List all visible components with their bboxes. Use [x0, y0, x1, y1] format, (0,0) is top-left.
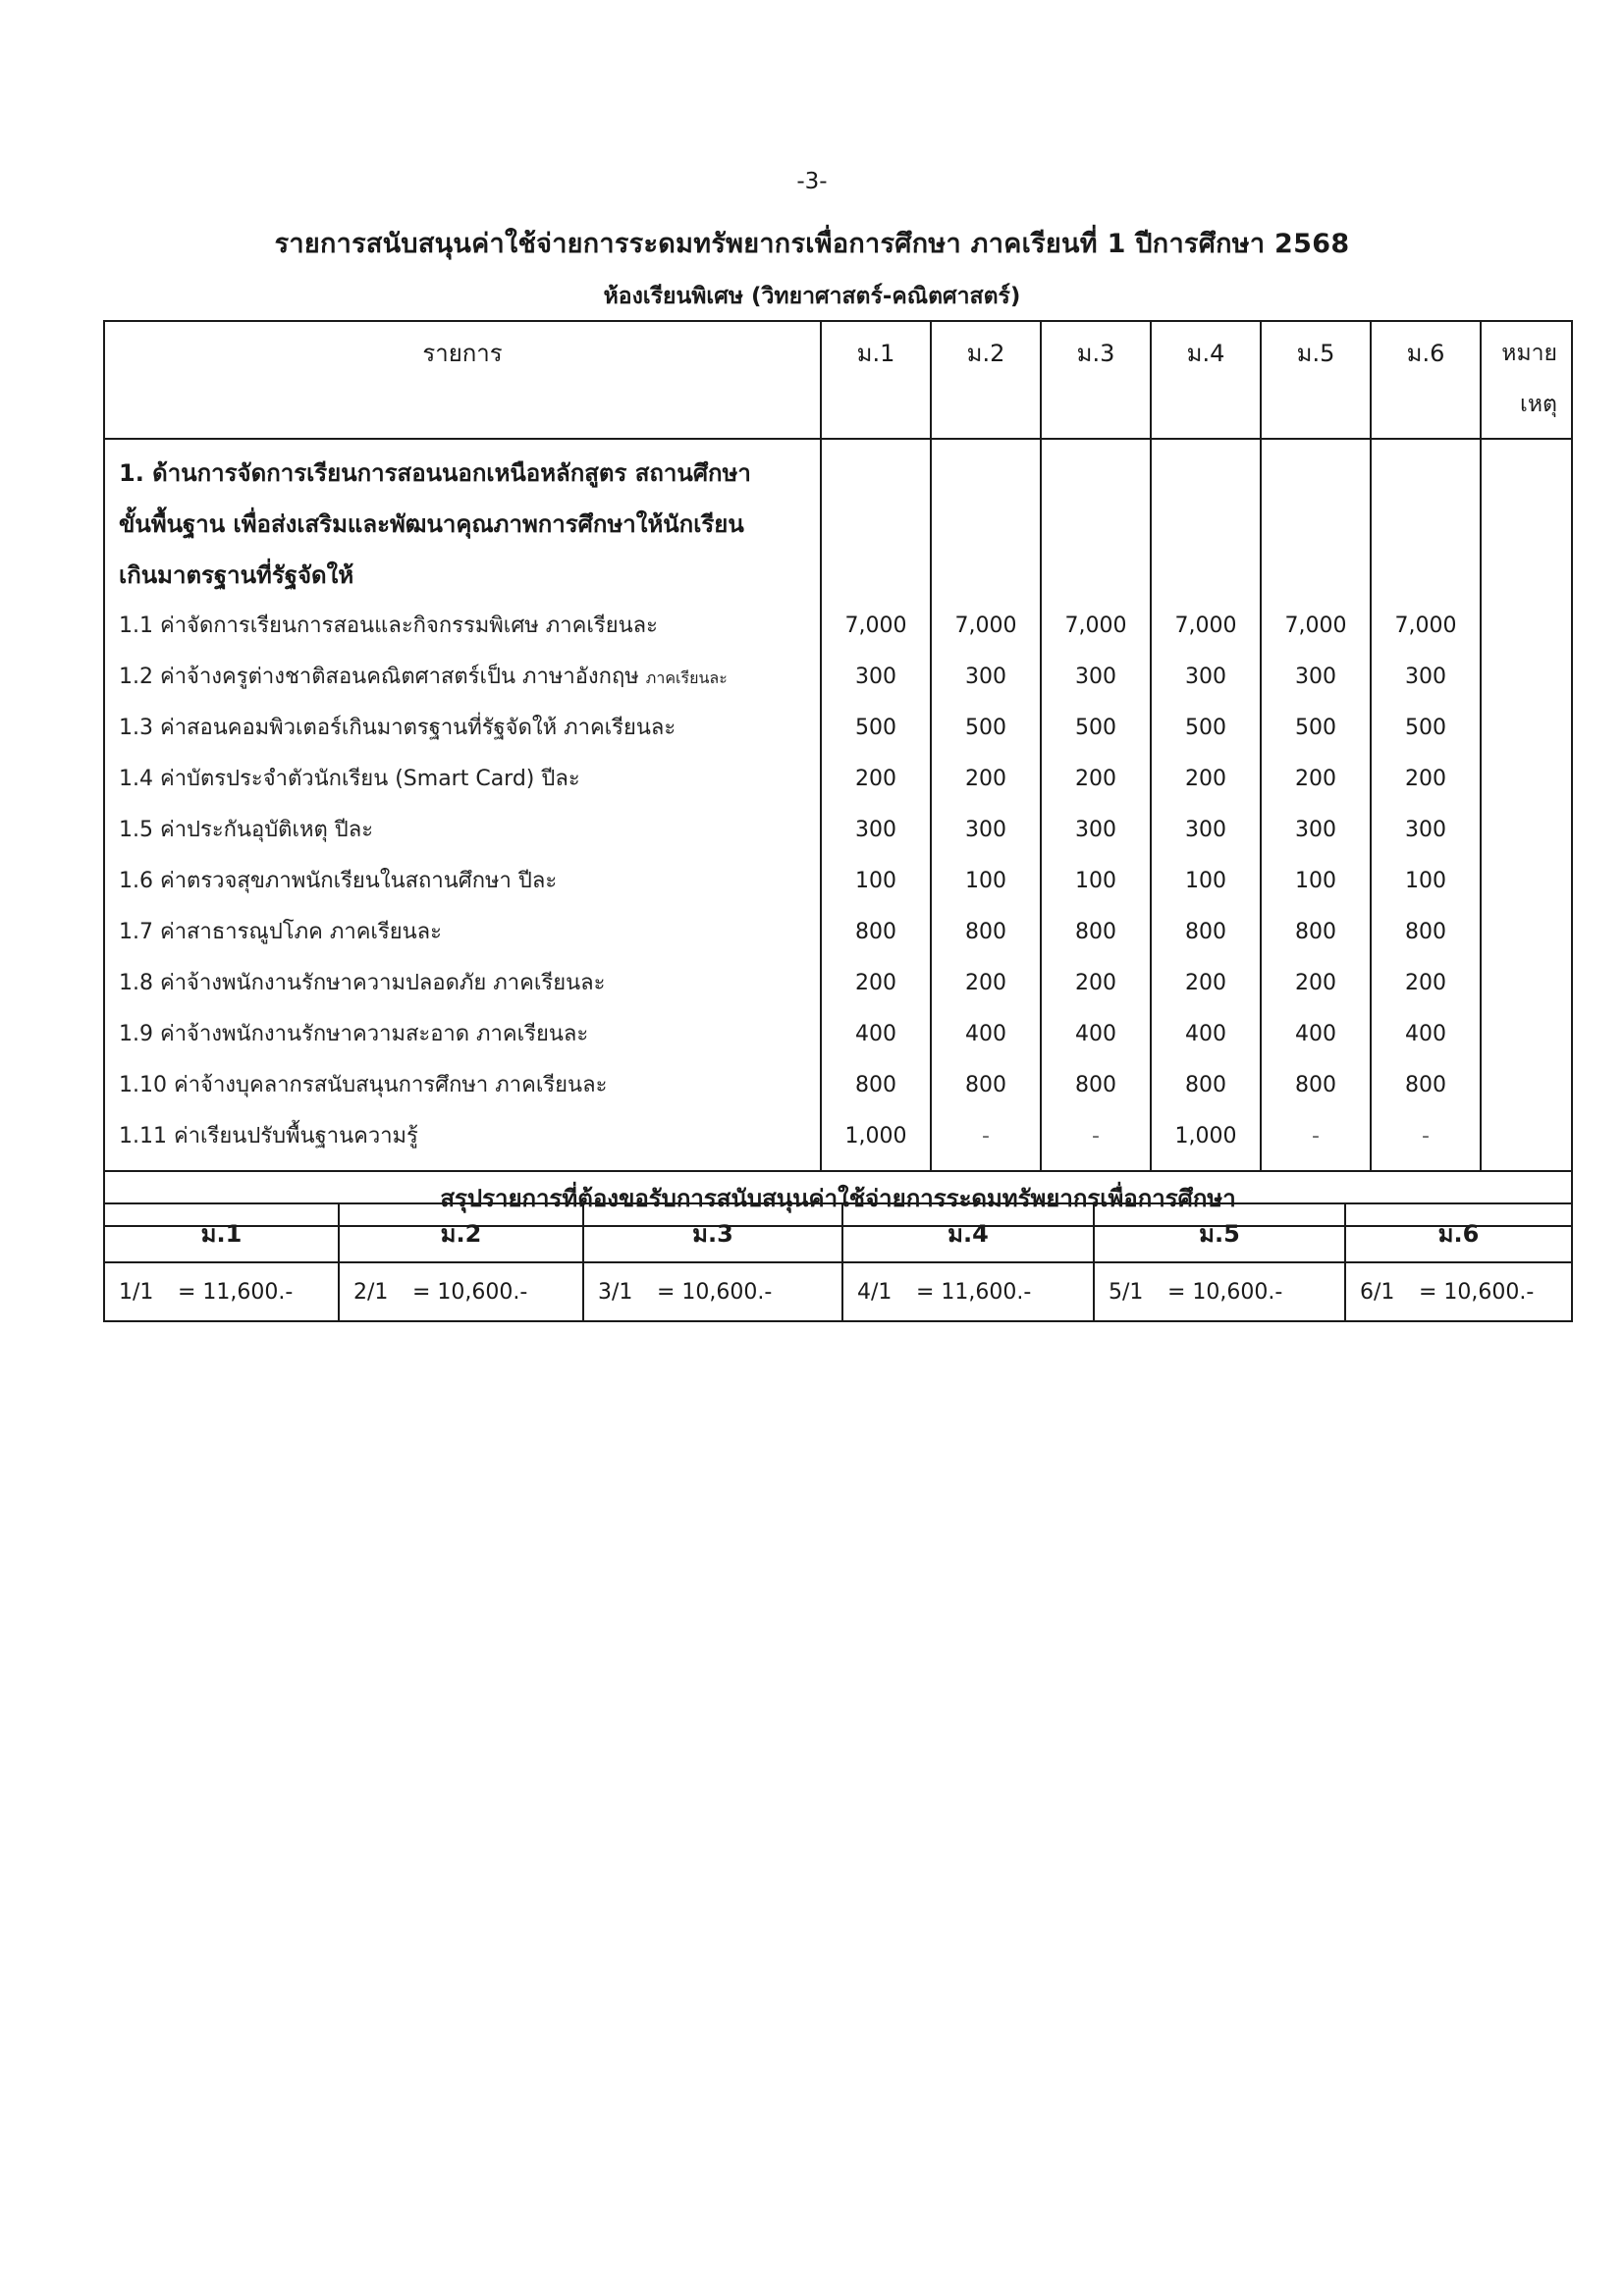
- item-value: 300: [855, 818, 896, 842]
- item-value: 500: [1405, 716, 1446, 740]
- item-value: 400: [1075, 1022, 1116, 1046]
- item-label-text: 1.10 ค่าจ้างบุคลากรสนับสนุนการศึกษา ภาคเรียนละ: [119, 1073, 608, 1097]
- item-value: 200: [1405, 767, 1446, 791]
- item-label-text: 1.2 ค่าจ้างครูต่างชาติสอนคณิตศาสตร์เป็น ภาษาอังกฤษ: [119, 665, 639, 689]
- fee-table-header: [104, 321, 1572, 439]
- item-value: -: [1092, 1124, 1100, 1148]
- value-spacer: [1262, 550, 1370, 601]
- summary-amount: = 10,600.-: [1167, 1279, 1283, 1305]
- item-value: 200: [1075, 971, 1116, 995]
- item-value: 800: [1295, 1073, 1336, 1097]
- item-value: 300: [1075, 665, 1116, 689]
- item-value: 500: [1295, 716, 1336, 740]
- summary-title: สรุปรายการที่ต้องขอรับการสนับสนุนค่าใช้จ่ายการระดมทรัพยากรเพื่อการศึกษา: [104, 1171, 1572, 1226]
- item-label: [119, 601, 820, 652]
- item-value: 100: [1075, 869, 1116, 893]
- item-value: 7,000: [844, 614, 907, 638]
- item-label: [119, 703, 820, 754]
- item-label: [119, 1009, 820, 1060]
- remark-column: [1481, 439, 1572, 1171]
- item-label-text: 1.6 ค่าตรวจสุขภาพนักเรียนในสถานศึกษา ปีละ: [119, 869, 558, 893]
- item-value: 800: [1185, 1073, 1226, 1097]
- summary-value: [842, 1262, 1094, 1321]
- grade-column: [1371, 439, 1481, 1171]
- value-spacer: [822, 550, 930, 601]
- item-label: [119, 856, 820, 907]
- summary-class: 6/1: [1360, 1279, 1395, 1305]
- header-remark-line: เหตุ: [1520, 392, 1557, 417]
- grade-column: [1151, 439, 1261, 1171]
- item-value: 200: [1185, 767, 1226, 791]
- item-value: -: [1312, 1124, 1320, 1148]
- fee-table: [103, 320, 1573, 1227]
- summary-grade: ม.5: [1094, 1203, 1345, 1262]
- item-value: 400: [855, 1022, 896, 1046]
- value-spacer: [1372, 550, 1480, 601]
- value-spacer: [822, 499, 930, 550]
- item-value: 400: [1185, 1022, 1226, 1046]
- item-value: 100: [1295, 869, 1336, 893]
- item-value: 100: [965, 869, 1006, 893]
- value-spacer: [1262, 499, 1370, 550]
- item-value: 300: [1295, 818, 1336, 842]
- value-spacer: [1042, 499, 1150, 550]
- item-value: 800: [1075, 920, 1116, 944]
- item-value: 500: [855, 716, 896, 740]
- item-value: 200: [965, 971, 1006, 995]
- summary-class: 3/1: [598, 1279, 633, 1305]
- item-value: 300: [1075, 818, 1116, 842]
- item-label: [119, 652, 820, 703]
- summary-grade: ม.2: [339, 1203, 583, 1262]
- item-label: [119, 754, 820, 805]
- summary-grade: ม.1: [104, 1203, 339, 1262]
- item-value: 1,000: [1174, 1124, 1237, 1148]
- section-heading-line: 1. ด้านการจัดการเรียนการสอนนอกเหนือหลักสูตร สถานศึกษา: [119, 459, 751, 487]
- value-spacer: [822, 448, 930, 499]
- items-column: [104, 439, 821, 1171]
- item-label: [119, 907, 820, 958]
- summary-amount: = 10,600.-: [412, 1279, 528, 1305]
- item-value: 800: [1295, 920, 1336, 944]
- grade-column: [931, 439, 1041, 1171]
- item-label-suffix: ภาคเรียนละ: [645, 668, 728, 687]
- grade-column: [1041, 439, 1151, 1171]
- header-grade: ม.1: [821, 321, 931, 439]
- summary-class: 1/1: [119, 1279, 154, 1305]
- grade-column: [1261, 439, 1371, 1171]
- item-label: [119, 1111, 820, 1162]
- summary-grade: ม.6: [1345, 1203, 1572, 1262]
- item-value: 200: [1405, 971, 1446, 995]
- item-value: 200: [1185, 971, 1226, 995]
- item-value: 800: [855, 1073, 896, 1097]
- item-value: 300: [855, 665, 896, 689]
- item-value: 200: [855, 767, 896, 791]
- item-value: -: [982, 1124, 990, 1148]
- summary-amount: = 11,600.-: [916, 1279, 1032, 1305]
- page-number: -3-: [796, 169, 828, 194]
- value-spacer: [1152, 499, 1260, 550]
- header-grade: ม.5: [1261, 321, 1371, 439]
- item-value: 500: [965, 716, 1006, 740]
- summary-amount: = 11,600.-: [178, 1279, 294, 1305]
- item-value: 300: [1185, 818, 1226, 842]
- item-value: 300: [965, 818, 1006, 842]
- item-value: 300: [1405, 818, 1446, 842]
- summary-grade: ม.3: [583, 1203, 842, 1262]
- summary-value: [339, 1262, 583, 1321]
- fee-table-body: [104, 439, 1572, 1171]
- item-label-text: 1.11 ค่าเรียนปรับพื้นฐานความรู้: [119, 1124, 418, 1148]
- item-value: 200: [1295, 767, 1336, 791]
- item-label-text: 1.4 ค่าบัตรประจำตัวนักเรียน (Smart Card) ปีละ: [119, 767, 580, 791]
- value-spacer: [932, 550, 1040, 601]
- item-value: 500: [1075, 716, 1116, 740]
- item-value: 800: [965, 1073, 1006, 1097]
- item-label-text: 1.8 ค่าจ้างพนักงานรักษาความปลอดภัย ภาคเรียนละ: [119, 971, 606, 995]
- item-value: 800: [965, 920, 1006, 944]
- value-spacer: [1372, 499, 1480, 550]
- summary-table: [103, 1202, 1573, 1322]
- item-value: 100: [1405, 869, 1446, 893]
- item-label: [119, 958, 820, 1009]
- value-spacer: [1152, 550, 1260, 601]
- item-value: 400: [1295, 1022, 1336, 1046]
- summary-value: [583, 1262, 842, 1321]
- item-value: 200: [965, 767, 1006, 791]
- value-spacer: [932, 448, 1040, 499]
- item-label: [119, 805, 820, 856]
- item-value: 100: [1185, 869, 1226, 893]
- summary-amount: = 10,600.-: [657, 1279, 773, 1305]
- header-grade: ม.4: [1151, 321, 1261, 439]
- summary-grade: ม.4: [842, 1203, 1094, 1262]
- section-heading-line: เกินมาตรฐานที่รัฐจัดให้: [119, 561, 354, 589]
- item-value: 300: [1295, 665, 1336, 689]
- item-value: 7,000: [1284, 614, 1347, 638]
- item-value: 7,000: [954, 614, 1017, 638]
- summary-value: [104, 1262, 339, 1321]
- summary-header-row: [104, 1203, 1572, 1262]
- item-label-text: 1.7 ค่าสาธารณูปโภค ภาคเรียนละ: [119, 920, 442, 944]
- summary-class: 4/1: [857, 1279, 893, 1305]
- item-label: [119, 1060, 820, 1111]
- item-value: 800: [1405, 1073, 1446, 1097]
- value-spacer: [1262, 448, 1370, 499]
- item-value: -: [1422, 1124, 1430, 1148]
- header-remark-line: หมาย: [1501, 341, 1557, 366]
- item-label-text: 1.9 ค่าจ้างพนักงานรักษาความสะอาด ภาคเรียนละ: [119, 1022, 589, 1046]
- header-remark: [1481, 321, 1572, 439]
- item-value: 200: [855, 971, 896, 995]
- summary-amount: = 10,600.-: [1419, 1279, 1535, 1305]
- value-spacer: [1042, 448, 1150, 499]
- item-value: 400: [1405, 1022, 1446, 1046]
- item-value: 500: [1185, 716, 1226, 740]
- value-spacer: [1042, 550, 1150, 601]
- summary-class: 2/1: [353, 1279, 389, 1305]
- item-value: 7,000: [1064, 614, 1127, 638]
- value-spacer: [1152, 448, 1260, 499]
- header-grade: ม.2: [931, 321, 1041, 439]
- item-label-text: 1.3 ค่าสอนคอมพิวเตอร์เกินมาตรฐานที่รัฐจัดให้ ภาคเรียนละ: [119, 716, 677, 740]
- item-value: 800: [1185, 920, 1226, 944]
- item-value: 300: [965, 665, 1006, 689]
- header-grade: ม.6: [1371, 321, 1481, 439]
- item-value: 100: [855, 869, 896, 893]
- item-label-text: 1.1 ค่าจัดการเรียนการสอนและกิจกรรมพิเศษ ภาคเรียนละ: [119, 614, 658, 638]
- item-value: 800: [1405, 920, 1446, 944]
- item-value: 300: [1185, 665, 1226, 689]
- item-value: 7,000: [1174, 614, 1237, 638]
- item-value: 1,000: [844, 1124, 907, 1148]
- item-value: 200: [1075, 767, 1116, 791]
- item-value: 200: [1295, 971, 1336, 995]
- item-value: 300: [1405, 665, 1446, 689]
- item-value: 800: [1075, 1073, 1116, 1097]
- item-value: 7,000: [1394, 614, 1457, 638]
- summary-value-row: [104, 1262, 1572, 1321]
- document-title: รายการสนับสนุนค่าใช้จ่ายการระดมทรัพยากรเพื่อการศึกษา ภาคเรียนที่ 1 ปีการศึกษา 2568: [274, 229, 1350, 259]
- section-heading-line: ขั้นพื้นฐาน เพื่อส่งเสริมและพัฒนาคุณภาพการศึกษาให้นักเรียน: [119, 510, 744, 538]
- header-grade: ม.3: [1041, 321, 1151, 439]
- grade-column: [821, 439, 931, 1171]
- value-spacer: [1372, 448, 1480, 499]
- summary-class: 5/1: [1109, 1279, 1144, 1305]
- item-label-text: 1.5 ค่าประกันอุบัติเหตุ ปีละ: [119, 818, 374, 842]
- document-subtitle: ห้องเรียนพิเศษ (วิทยาศาสตร์-คณิตศาสตร์): [603, 284, 1021, 309]
- summary-value: [1094, 1262, 1345, 1321]
- item-value: 400: [965, 1022, 1006, 1046]
- summary-value: [1345, 1262, 1572, 1321]
- value-spacer: [932, 499, 1040, 550]
- item-value: 800: [855, 920, 896, 944]
- header-item: รายการ: [104, 321, 821, 439]
